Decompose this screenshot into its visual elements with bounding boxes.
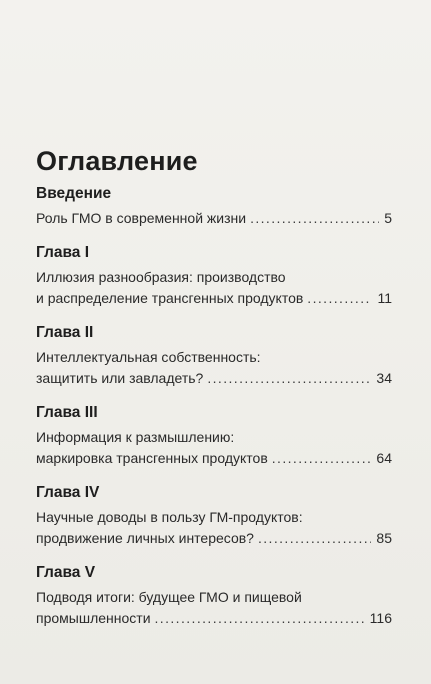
entry-title: Роль ГМО в современной жизни <box>36 210 247 226</box>
toc-section-chapter-5 <box>36 563 392 629</box>
entry-title-line: Подводя итоги: будущее ГМО и пищевой <box>36 589 302 605</box>
toc-entry <box>36 608 392 629</box>
table-of-contents <box>36 146 392 643</box>
toc-entry <box>36 208 392 229</box>
dot-leader <box>258 528 371 549</box>
entry-title-line: Научные доводы в пользу ГМ-продуктов: <box>36 509 303 525</box>
section-heading: Введение <box>36 185 112 202</box>
section-heading: Глава II <box>36 324 94 341</box>
entry-title: и распределение трансгенных продуктов <box>36 290 304 306</box>
entry-title-line: Интеллектуальная собственность: <box>36 349 261 365</box>
page-number: 5 <box>384 210 392 226</box>
dot-leader <box>207 368 371 389</box>
toc-section-introduction <box>36 184 392 229</box>
page-number: 85 <box>376 530 392 546</box>
entry-title-line: Иллюзия разнообразия: производство <box>36 269 286 285</box>
page-number: 116 <box>369 610 392 626</box>
toc-section-chapter-3 <box>36 403 392 469</box>
section-heading: Глава III <box>36 404 98 421</box>
page-number: 11 <box>377 290 392 306</box>
dot-leader <box>272 448 372 469</box>
toc-entry <box>36 528 392 549</box>
entry-title: продвижение личных интересов? <box>36 530 254 546</box>
entry-title: маркировка трансгенных продуктов <box>36 450 268 466</box>
section-heading: Глава V <box>36 564 96 581</box>
entry-title-line: Информация к размышлению: <box>36 429 235 445</box>
dot-leader <box>250 208 379 229</box>
toc-section-chapter-1 <box>36 243 392 309</box>
toc-section-chapter-4 <box>36 483 392 549</box>
entry-title: промышленности <box>36 610 151 626</box>
toc-entry <box>36 288 392 309</box>
toc-entry <box>36 368 392 389</box>
section-heading: Глава I <box>36 244 90 261</box>
toc-title: Оглавление <box>36 146 198 176</box>
dot-leader <box>155 608 365 629</box>
entry-title: защитить или завладеть? <box>36 370 204 386</box>
toc-section-chapter-2 <box>36 323 392 389</box>
dot-leader <box>307 288 372 309</box>
page-number: 64 <box>376 450 392 466</box>
toc-entry <box>36 448 392 469</box>
page-number: 34 <box>376 370 392 386</box>
section-heading: Глава IV <box>36 484 100 501</box>
